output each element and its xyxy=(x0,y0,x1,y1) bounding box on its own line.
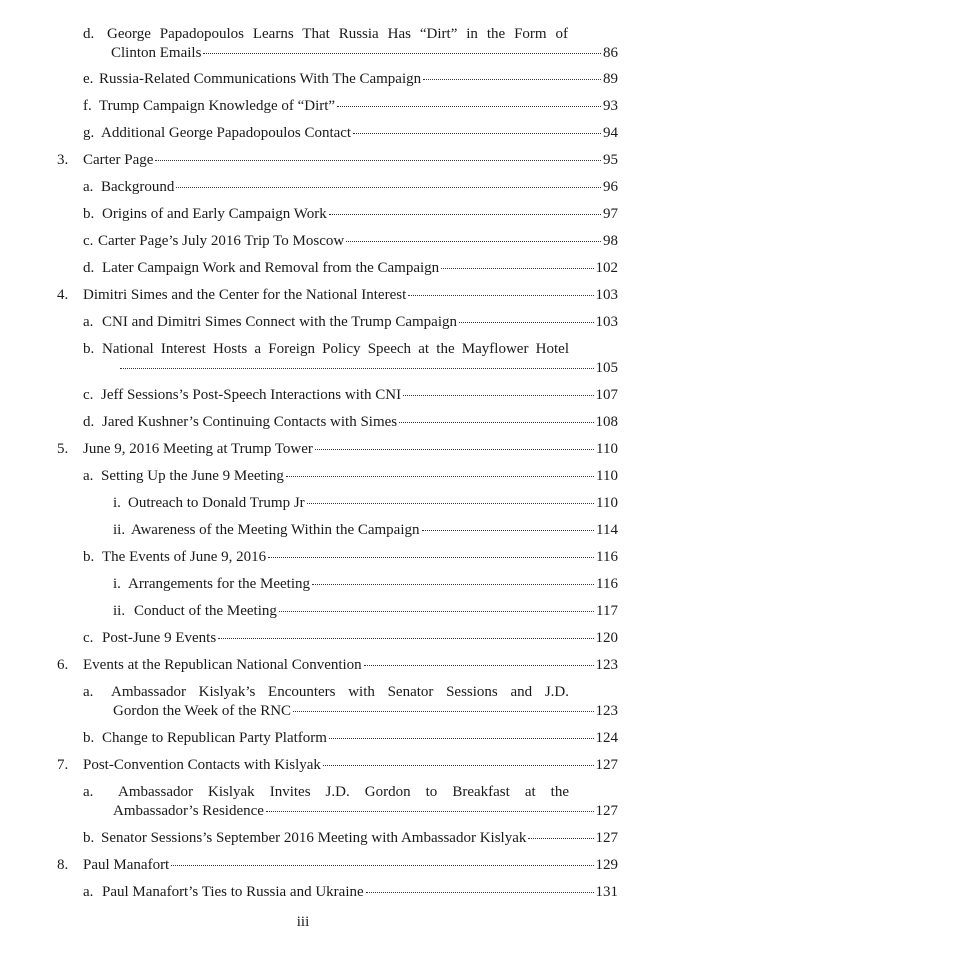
toc-entry-page: 110 xyxy=(596,468,618,484)
toc-entry xyxy=(83,178,618,196)
toc-entry-title: Origins of and Early Campaign Work xyxy=(102,206,327,222)
dot-leader xyxy=(422,530,595,531)
toc-entry-page: 123 xyxy=(595,703,618,719)
dot-leader xyxy=(423,79,601,80)
toc-entry-title: Events at the Republican National Convention xyxy=(83,657,362,673)
toc-entry-page: 110 xyxy=(596,495,618,511)
toc-entry-title: June 9, 2016 Meeting at Trump Tower xyxy=(83,441,313,457)
toc-entry-label: b. xyxy=(83,549,95,565)
dot-leader xyxy=(171,865,593,866)
toc-entry-label: 3. xyxy=(57,152,69,168)
toc-entry-title: Paul Manafort xyxy=(83,857,170,873)
toc-entry xyxy=(83,729,618,747)
toc-entry-title: Ambassador’s Residence xyxy=(113,803,264,819)
dot-leader xyxy=(268,557,594,558)
dot-leader xyxy=(312,584,594,585)
toc-entry xyxy=(83,340,618,377)
toc-entry-label: b. xyxy=(83,730,95,746)
toc-entry-title: Trump Campaign Knowledge of “Dirt” xyxy=(99,98,336,114)
toc-entry-label: a. xyxy=(83,684,94,700)
toc-entry-label: i. xyxy=(113,495,121,511)
toc-entry-title: Additional George Papadopoulos Contact xyxy=(101,125,352,141)
toc-entry-label: d. xyxy=(83,26,95,42)
toc-entry-title: Clinton Emails xyxy=(111,45,202,61)
dot-leader xyxy=(315,449,594,450)
toc-entry-page: 108 xyxy=(595,414,618,430)
toc-entry-title: Gordon the Week of the RNC xyxy=(113,703,292,719)
toc-entry-page: 107 xyxy=(595,387,618,403)
toc-entry-page: 96 xyxy=(603,179,618,195)
dot-leader xyxy=(403,395,593,396)
toc-entry-label: ii. xyxy=(113,603,126,619)
toc-entry-label: c. xyxy=(83,630,94,646)
toc-entry-title: Post-June 9 Events xyxy=(102,630,217,646)
toc-entry xyxy=(83,232,618,250)
dot-leader xyxy=(459,322,594,323)
toc-entry-title: Senator Sessions’s September 2016 Meeting with Ambassador Kislyak xyxy=(101,830,527,846)
toc-entry-title: Awareness of the Meeting Within the Campaign xyxy=(131,522,420,538)
toc-entry-page: 97 xyxy=(603,206,618,222)
toc-entry-page: 116 xyxy=(596,549,618,565)
toc-entry xyxy=(83,829,618,847)
toc-entry-page: 129 xyxy=(595,857,618,873)
dot-leader xyxy=(176,187,601,188)
dot-leader xyxy=(266,811,594,812)
toc-entry xyxy=(57,151,618,169)
toc-entry xyxy=(83,259,618,277)
toc-entry-label: d. xyxy=(83,260,95,276)
toc-entry-label: b. xyxy=(83,341,95,357)
toc-entry xyxy=(83,124,618,142)
toc-entry xyxy=(83,467,618,485)
toc-entry xyxy=(83,783,618,820)
toc-entry xyxy=(83,683,618,720)
toc-entry xyxy=(83,629,618,647)
toc-entry xyxy=(57,756,618,774)
toc-entry-label: 4. xyxy=(57,287,69,303)
toc-entry-title-line1: Ambassador Kislyak’s Encounters with Senator Sessions and J.D. xyxy=(111,684,569,700)
toc-entry xyxy=(83,313,618,331)
toc-entry-title: Carter Page xyxy=(83,152,154,168)
toc-entry-label: a. xyxy=(83,784,94,800)
toc-entry-label: b. xyxy=(83,830,95,846)
toc-entry-page: 116 xyxy=(596,576,618,592)
dot-leader xyxy=(353,133,601,134)
toc-entry-title: Outreach to Donald Trump Jr xyxy=(128,495,305,511)
toc-entry-title: Arrangements for the Meeting xyxy=(128,576,311,592)
toc-entry-page: 98 xyxy=(603,233,618,249)
toc-entry-page: 102 xyxy=(595,260,618,276)
dot-leader xyxy=(120,368,594,369)
toc-entry-label: ii. xyxy=(113,522,126,538)
toc-entry-title: Change to Republican Party Platform xyxy=(102,730,327,746)
dot-leader xyxy=(337,106,601,107)
toc-entry xyxy=(83,205,618,223)
toc-entry-page: 110 xyxy=(596,441,618,457)
dot-leader xyxy=(323,765,594,766)
toc-entry-title-line1: George Papadopoulos Learns That Russia Has “Dirt” in the Form of xyxy=(107,26,568,42)
toc-entry-page: 114 xyxy=(596,522,618,538)
toc-entry-title-line1: National Interest Hosts a Foreign Policy Speech at the Mayflower Hotel xyxy=(102,341,569,357)
toc-entry-title: Jared Kushner’s Continuing Contacts with Simes xyxy=(102,414,398,430)
toc-entry-title: Paul Manafort’s Ties to Russia and Ukraine xyxy=(102,884,364,900)
toc-entry xyxy=(83,883,618,901)
toc-entry-label: 6. xyxy=(57,657,69,673)
dot-leader xyxy=(203,53,601,54)
dot-leader xyxy=(364,665,594,666)
toc-entry-page: 127 xyxy=(595,830,618,846)
dot-leader xyxy=(279,611,594,612)
toc-entry-label: 8. xyxy=(57,857,69,873)
toc-entry-title: Post-Convention Contacts with Kislyak xyxy=(83,757,321,773)
toc-entry-page: 105 xyxy=(595,360,618,376)
toc-entry-label: i. xyxy=(113,576,121,592)
toc-entry xyxy=(113,575,618,593)
toc-entry-page: 123 xyxy=(595,657,618,673)
toc-entry-label: 7. xyxy=(57,757,69,773)
toc-entry xyxy=(113,494,618,512)
dot-leader xyxy=(528,838,593,839)
toc-entry-title: Later Campaign Work and Removal from the Campaign xyxy=(102,260,440,276)
page-number: iii xyxy=(296,914,310,930)
dot-leader xyxy=(399,422,593,423)
dot-leader xyxy=(155,160,601,161)
toc-entry-title: Conduct of the Meeting xyxy=(134,603,277,619)
toc-entry-title: Background xyxy=(101,179,175,195)
toc-entry-title-line1: Ambassador Kislyak Invites J.D. Gordon to Breakfast at the xyxy=(118,784,569,800)
toc-entry xyxy=(57,440,618,458)
toc-entry-title: Carter Page’s July 2016 Trip To Moscow xyxy=(98,233,345,249)
toc-entry-label: a. xyxy=(83,314,94,330)
toc-entry-page: 127 xyxy=(595,803,618,819)
dot-leader xyxy=(293,711,593,712)
toc-entry xyxy=(83,548,618,566)
dot-leader xyxy=(346,241,601,242)
dot-leader xyxy=(366,892,594,893)
toc-entry xyxy=(83,413,618,431)
dot-leader xyxy=(286,476,594,477)
dot-leader xyxy=(329,738,594,739)
toc-entry-title: Jeff Sessions’s Post-Speech Interactions with CNI xyxy=(101,387,402,403)
toc-entry xyxy=(83,70,618,88)
toc-entry-label: f. xyxy=(83,98,92,114)
dot-leader xyxy=(441,268,593,269)
dot-leader xyxy=(408,295,593,296)
toc-entry-label: a. xyxy=(83,468,94,484)
toc-entry-page: 89 xyxy=(603,71,618,87)
toc-entry-title: Dimitri Simes and the Center for the National Interest xyxy=(83,287,407,303)
toc-entry xyxy=(113,521,618,539)
toc-entry-page: 103 xyxy=(595,287,618,303)
toc-entry-page: 94 xyxy=(603,125,618,141)
toc-entry-page: 131 xyxy=(595,884,618,900)
toc-entry-label: c. xyxy=(83,387,94,403)
toc-entry-page: 117 xyxy=(596,603,618,619)
toc-entry-page: 103 xyxy=(595,314,618,330)
toc-entry-label: d. xyxy=(83,414,95,430)
toc-entry xyxy=(57,656,618,674)
toc-entry xyxy=(57,286,618,304)
toc-entry-title: The Events of June 9, 2016 xyxy=(102,549,267,565)
toc-entry-page: 86 xyxy=(603,45,618,61)
toc-entry-page: 93 xyxy=(603,98,618,114)
dot-leader xyxy=(307,503,594,504)
toc-entry-title: Russia-Related Communications With The Campaign xyxy=(99,71,422,87)
toc-entry-page: 127 xyxy=(595,757,618,773)
toc-entry-title: CNI and Dimitri Simes Connect with the Trump Campaign xyxy=(102,314,457,330)
toc-entry-page: 124 xyxy=(595,730,618,746)
toc-entry xyxy=(83,386,618,404)
toc-entry-page: 120 xyxy=(595,630,618,646)
dot-leader xyxy=(329,214,601,215)
toc-entry xyxy=(83,25,618,62)
toc-entry-page: 95 xyxy=(603,152,618,168)
toc-entry-label: c. xyxy=(83,233,94,249)
dot-leader xyxy=(218,638,593,639)
toc-entry-label: a. xyxy=(83,179,94,195)
toc-entry xyxy=(113,602,618,620)
toc-entry xyxy=(83,97,618,115)
toc-entry xyxy=(57,856,618,874)
toc-entry-label: b. xyxy=(83,206,95,222)
toc-entry-label: 5. xyxy=(57,441,69,457)
toc-entry-title: Setting Up the June 9 Meeting xyxy=(101,468,284,484)
toc-entry-label: e. xyxy=(83,71,94,87)
toc-entry-label: g. xyxy=(83,125,95,141)
toc-entry-label: a. xyxy=(83,884,94,900)
